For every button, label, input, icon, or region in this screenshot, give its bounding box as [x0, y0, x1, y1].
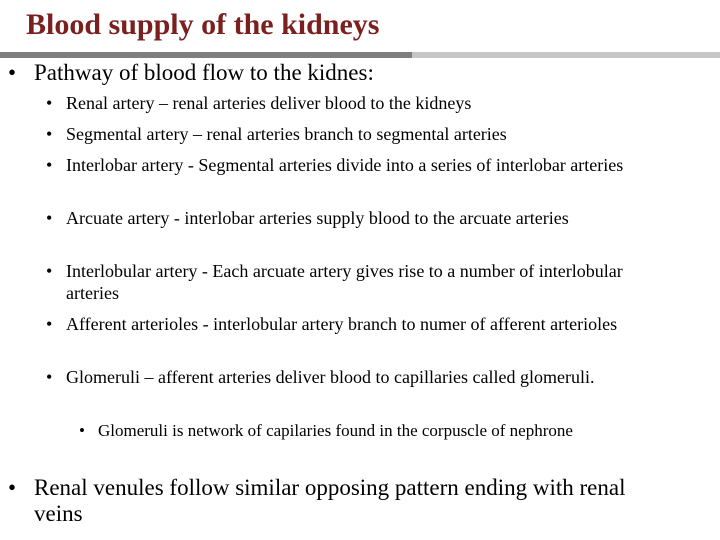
glomeruli-note-text: Glomeruli is network of capilaries found in the corpuscle of nephrone [98, 421, 573, 440]
step-text: Arcuate artery - interlobar arteries supply blood to the arcuate arteries [66, 208, 569, 228]
step-text: Segmental artery – renal arteries branch to segmental arteries [66, 124, 507, 144]
bullet-glyph: • [8, 60, 17, 85]
bullet-glyph: • [46, 314, 53, 334]
bullet-glyph: • [46, 93, 53, 113]
renal-venules-text: Renal venules follow similar opposing pattern ending with renal veins [34, 475, 626, 526]
step-text: Renal artery – renal arteries deliver blood to the kidneys [66, 93, 472, 113]
step-text: Interlobular artery - Each arcuate artery gives rise to a number of interlobular arteries [66, 261, 623, 303]
step-text: Glomeruli – afferent arteries deliver blood to capillaries called glomeruli. [66, 367, 595, 387]
bullet-step-arcuate-artery [46, 207, 646, 229]
bullet-glomeruli-note [79, 420, 639, 441]
bullet-step-interlobar-artery [46, 154, 646, 176]
bullet-glyph: • [8, 475, 17, 500]
bullet-pathway-heading [8, 60, 698, 86]
step-text: Interlobar artery - Segmental arteries divide into a series of interlobar arteries [66, 155, 624, 175]
bullet-step-interlobular-artery [46, 260, 671, 304]
bullet-glyph: • [46, 208, 53, 228]
bullet-renal-venules [8, 475, 668, 527]
bullet-step-glomeruli [46, 366, 646, 388]
bullet-step-renal-artery [46, 92, 686, 114]
pathway-heading-text: Pathway of blood flow to the kidnes: [34, 60, 374, 85]
bullet-glyph: • [46, 261, 53, 281]
bullet-glyph: • [46, 155, 53, 175]
title-underline-accent [0, 52, 412, 58]
step-text: Afferent arterioles - interlobular artery branch to numer of afferent arterioles [66, 314, 618, 334]
bullet-glyph: • [46, 124, 53, 144]
bullet-glyph: • [79, 421, 85, 440]
bullet-step-afferent-arterioles [46, 313, 686, 335]
bullet-step-segmental-artery [46, 123, 686, 145]
bullet-glyph: • [46, 367, 53, 387]
slide-title: Blood supply of the kidneys [26, 8, 380, 41]
